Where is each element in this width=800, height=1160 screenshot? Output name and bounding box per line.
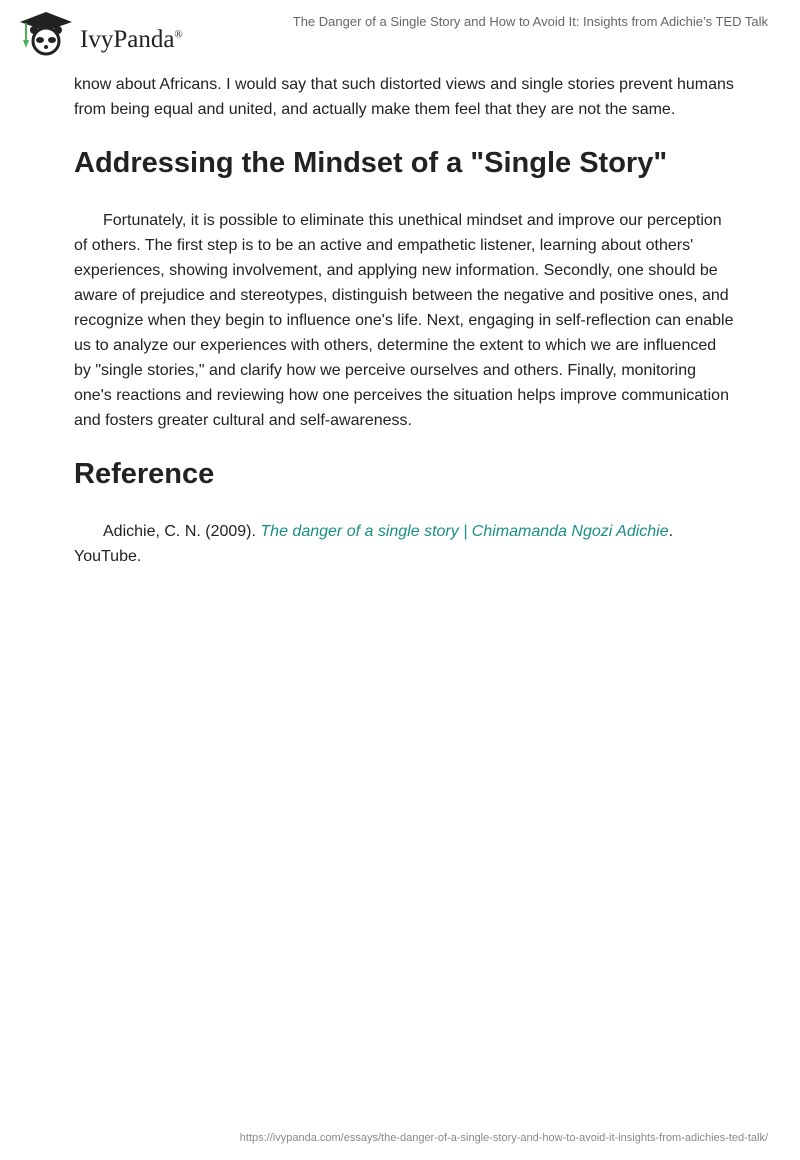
ivypanda-logo[interactable]: [18, 10, 183, 56]
reference-heading: Reference: [74, 458, 215, 490]
document-title: The Danger of a Single Story and How to Avoid It: Insights from Adichie’s TED Talk: [292, 14, 768, 29]
footer-url: https://ivypanda.com/essays/the-danger-of-a-single-story-and-how-to-avoid-it-insights-from-adichies-ted-talk/: [239, 1132, 768, 1144]
paragraph: Fortunately, it is possible to eliminate this unethical mindset and improve our perception of others. The first step is to be an active and empathetic listener, learning about others' experiences, showing involvement, and applying new information. Secondly, one should be aware of prejudice and stereotypes, distinguish between the negative and positive ones, and recognize when they begin to influence one's life. Next, engaging in self-reflection can enable us to analyze our experiences with others, determine the extent to which we are influenced by "single stories," and clarify how we perceive ourselves and others. Finally, monitoring one's reactions and reviewing how one perceives the situation helps improve communication and fosters greater cultural and self-awareness.: [74, 212, 734, 429]
reference-source: . YouTube.: [74, 523, 674, 565]
logo-text: IvyPanda: [80, 26, 175, 53]
section-heading: Addressing the Mindset of a "Single Story": [74, 147, 668, 179]
paragraph-continued: know about Africans. I would say that such distorted views and single stories prevent humans from being equal and united, and actually make them feel that they are not the same.: [74, 76, 734, 118]
registered-mark: ®: [174, 28, 183, 41]
reference-link[interactable]: The danger of a single story | Chimamanda Ngozi Adichie: [260, 523, 669, 540]
reference-entry: [74, 519, 734, 569]
reference-author: Adichie, C. N. (2009).: [103, 523, 261, 540]
panda-graduate-icon: [18, 10, 74, 56]
essay-content: [74, 72, 734, 569]
